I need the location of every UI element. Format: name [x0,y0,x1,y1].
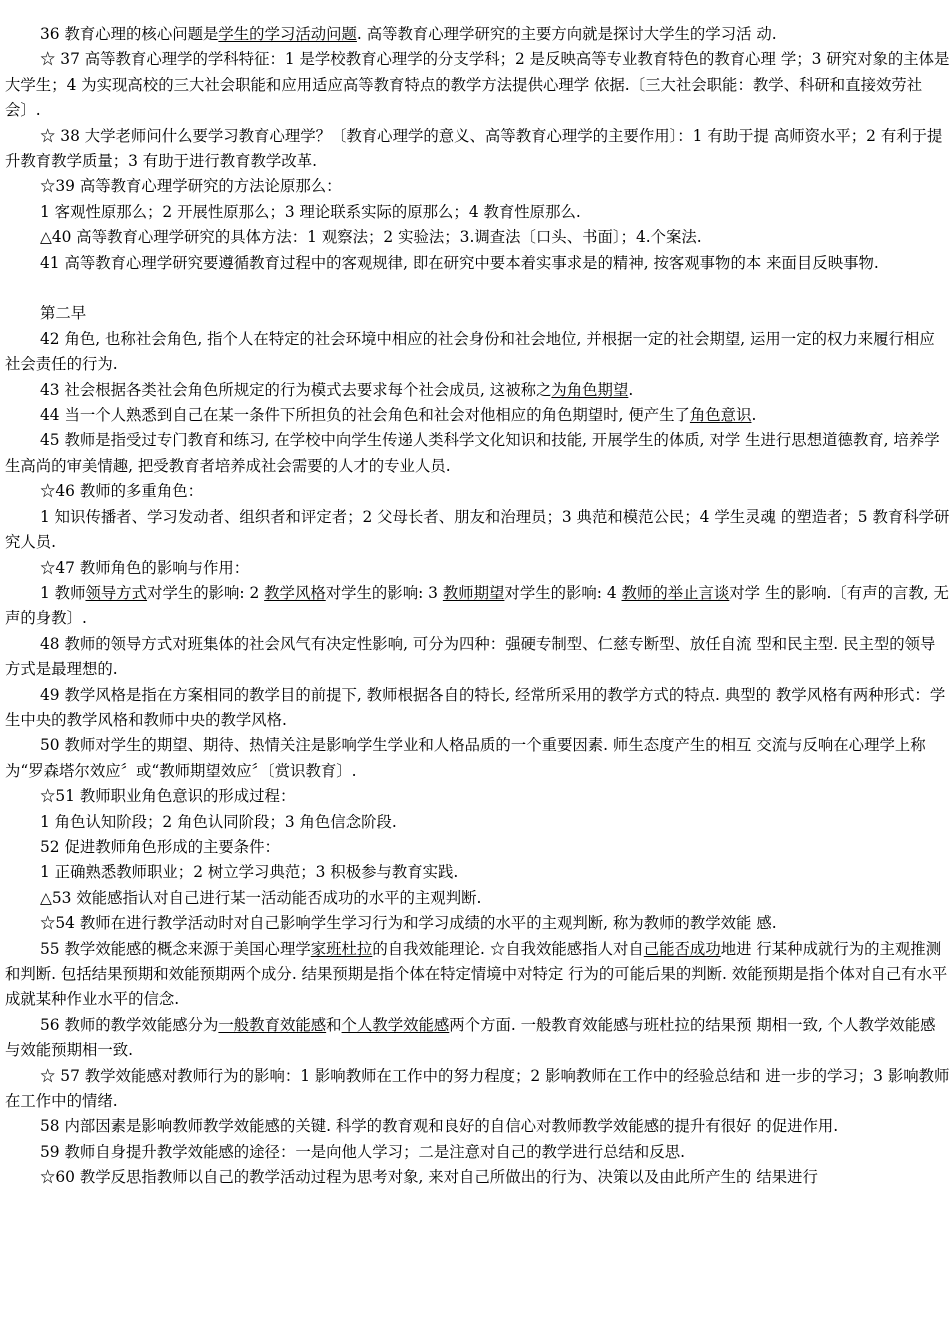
text-run: 地进 行某种成就行为的主观推测和判断. 包括结果预期和效能预期两个成分. 结果预期是指个体在特定情境中对特定 行为的可能后果的判断. 效能预期是指个体对自己有水平成就某种作业水平的信念. [5,939,948,1009]
text-run: ☆60 教学反思指教师以自己的教学活动过程为思考对象, 来对自己所做出的行为、决策以及由此所产生的 结果进行 [40,1168,818,1187]
paragraph [5,47,950,123]
text-run: ☆54 教师在进行教学活动时对自己影响学生学习行为和学习成绩的水平的主观判断, 称为教师的教学效能 感. [40,914,777,933]
underlined-term: 个人教学效能感 [341,1015,450,1034]
underlined-term: 教师的举止言谈 [621,583,730,602]
paragraph [5,174,950,199]
paragraph [5,403,950,428]
text-run: 55 教学效能感的概念来源于美国心理学 [40,939,311,958]
paragraph [5,886,950,911]
paragraph [5,0,950,47]
text-run: 43 社会根据各类社会角色所规定的行为模式去要求每个社会成员, 这被称之 [40,380,552,399]
underlined-term: 一般教育效能感 [218,1015,327,1034]
text-run: 48 教师的领导方式对班集体的社会风气有决定性影响, 可分为四种：强硬专制型、仁慈专断型、放任自流 型和民主型. 民主型的领导方式是最理想的. [5,634,936,679]
paragraph [5,479,950,504]
paragraph [5,1114,950,1139]
text-run: . 高等教育心理学研究的主要方向就是探讨大学生的学习活 动. [356,25,777,43]
paragraph [5,835,950,860]
underlined-term: 己能否成功 [643,939,721,958]
text-run: 第二早 [40,304,87,323]
text-run: . [628,380,634,399]
text-run: 1 角色认知阶段；2 角色认同阶段；3 角色信念阶段. [40,812,397,831]
text-run: 41 高等教育心理学研究要遵循教育过程中的客观规律, 即在研究中要本着实事求是的精神, 按客观事物的本 来面目反映事物. [40,253,879,272]
text-run: ☆51 教师职业角色意识的形成过程： [40,787,296,806]
text-run: △53 效能感指认对自己进行某一活动能否成功的水平的主观判断. [40,888,482,907]
text-run: ☆46 教师的多重角色： [40,482,203,501]
paragraph [5,225,950,250]
text-run: 1 客观性原那么；2 开展性原那么；3 理论联系实际的原那么；4 教育性原那么. [40,202,581,221]
paragraph [5,1013,950,1064]
text-run: 44 当一个人熟悉到自己在某一条件下所担负的社会角色和社会对他相应的角色期望时, 便产生了 [40,406,690,425]
paragraph [5,581,950,632]
text-run: △40 高等教育心理学研究的具体方法：1 观察法；2 实验法；3.调查法〔口头、书面〕；4.个案法. [40,228,702,247]
text-run: 和 [326,1015,342,1034]
text-run: 对学生的影响: 4 [504,583,622,602]
paragraph [5,556,950,581]
text-run: 1 知识传播者、学习发动者、组织者和评定者；2 父母长者、朋友和治理员；3 典范和模范公民；4 学生灵魂 的塑造者；5 教育科学研究人员. [5,507,950,552]
paragraph [5,810,950,835]
paragraph [5,124,950,175]
paragraph [5,505,950,556]
text-run: 两个方面. 一般教育效能感与班杜拉的结果预 期相一致, 个人教学效能感与效能预期相一致. [5,1015,936,1060]
underlined-term: 教师期望 [442,583,505,602]
text-run: 45 教师是指受过专门教育和练习, 在学校中向学生传递人类科学文化知识和技能, 开展学生的体质, 对学 生进行思想道德教育, 培养学生高尚的审美情趣, 把受教育者培养成社会需要的人才的专业人员. [5,431,940,475]
underlined-term: 角色意识 [689,406,752,425]
paragraph [5,327,950,378]
blank-line [5,276,950,301]
text-run: 56 教师的教学效能感分为 [40,1015,219,1034]
paragraph [5,1064,950,1115]
text-run: ☆47 教师角色的影响与作用： [40,558,250,577]
text-run: ☆ 38 大学老师问什么要学习教育心理学？〔教育心理学的意义、高等教育心理学的主要作用〕：1 有助于提 高师资水平；2 有利于提升教育教学质量；3 有助于进行教育教学改革. [5,126,943,171]
text-run: 1 教师 [40,583,86,602]
underlined-term: 家班杜拉 [310,939,373,958]
paragraph [5,937,950,1013]
text-run: 42 角色, 也称社会角色, 指个人在特定的社会环境中相应的社会身份和社会地位, 并根据一定的社会期望, 运用一定的权力来履行相应社会责任的行为. [5,329,935,374]
paragraph [5,1165,950,1190]
underlined-term: 教学风格 [264,583,326,602]
text-run: ☆ 37 高等教育心理学的学科特征：1 是学校教育心理学的分支学科；2 是反映高等专业教育特色的教育心理 学；3 研究对象的主体是大学生；4 为实现高校的三大社会职能和应用适应高等教育特点的教学方法提供心理学 依据.〔三大社会职能：教学、科研和直接效劳社会〕. [5,50,950,120]
paragraph [5,683,950,734]
paragraph [5,200,950,225]
text-run: ☆39 高等教育心理学研究的方法论原那么： [40,177,342,196]
text-run: 对学生的影响: 3 [325,583,443,602]
paragraph [5,860,950,885]
text-run: 的自我效能理论. ☆自我效能感指人对自 [372,939,644,958]
text-run: 50 教师对学生的期望、期待、热情关注是影响学生学业和人格品质的一个重要因素. 师生态度产生的相互 交流与反响在心理学上称为“罗森塔尔效应〞或“教师期望效应〞〔赏识教育〕. [5,736,926,780]
paragraph [5,784,950,809]
paragraph [5,632,950,683]
text-run: 36 教育心理的核心问题是 [40,25,219,43]
text-run: 59 教师自身提升教学效能感的途径：一是向他人学习；二是注意对自己的教学进行总结和反思. [40,1142,685,1161]
underlined-term: 为角色期望 [551,380,629,399]
paragraph [5,1140,950,1165]
paragraph [5,428,950,479]
paragraph [5,251,950,276]
paragraph [5,378,950,403]
text-run: 58 内部因素是影响教师教学效能感的关键. 科学的教育观和良好的自信心对教师教学效能感的提升有很好 的促进作用. [40,1117,839,1136]
document-page [5,0,950,1191]
underlined-term: 学生的学习活动问题 [218,25,357,43]
paragraph [5,733,950,784]
text-run: 1 正确熟悉教师职业；2 树立学习典范；3 积极参与教育实践. [40,863,459,882]
text-run: 49 教学风格是指在方案相同的教学目的前提下, 教师根据各自的特长, 经常所采用的教学方式的特点. 典型的 教学风格有两种形式：学生中央的教学风格和教师中央的教学风格. [5,685,946,729]
text-run: . [751,406,757,425]
text-run: 对学生的影响: 2 [147,583,265,602]
paragraph [5,911,950,936]
text-run: ☆ 57 教学效能感对教师行为的影响：1 影响教师在工作中的努力程度；2 影响教师在工作中的经验总结和 进一步的学习；3 影响教师在工作中的情绪. [5,1066,950,1111]
text-run: 52 促进教师角色形成的主要条件： [40,837,280,856]
underlined-term: 领导方式 [85,583,148,602]
paragraph [5,301,950,326]
text-run: 对学 生的影响.〔有声的言教, 无声的身教〕. [5,583,949,628]
